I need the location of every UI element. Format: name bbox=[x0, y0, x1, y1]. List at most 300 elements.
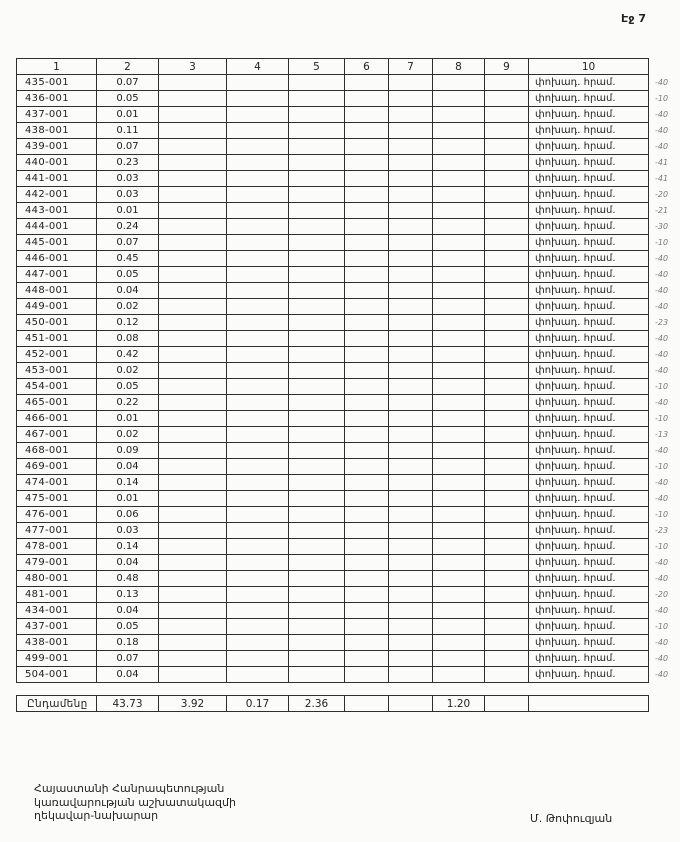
empty-cell-5 bbox=[289, 427, 345, 443]
note-cell: փոխադ. հրամ. bbox=[529, 507, 649, 523]
empty-cell-7 bbox=[389, 555, 433, 571]
col-header-10: 10 bbox=[529, 59, 649, 75]
handwritten-margin-note: -40 bbox=[655, 606, 669, 615]
note-cell: փոխադ. հրամ. bbox=[529, 315, 649, 331]
value-cell: 0.24 bbox=[97, 219, 159, 235]
empty-cell-8 bbox=[433, 555, 485, 571]
handwritten-margin-note: -10 bbox=[655, 622, 669, 631]
empty-cell-3 bbox=[159, 427, 227, 443]
empty-cell-4 bbox=[227, 283, 289, 299]
note-cell: փոխադ. հրամ. bbox=[529, 171, 649, 187]
table-row bbox=[17, 171, 677, 187]
code-cell: 437-001 bbox=[17, 619, 97, 635]
handwritten-margin-note: -10 bbox=[655, 510, 669, 519]
code-cell: 438-001 bbox=[17, 123, 97, 139]
table-row bbox=[17, 139, 677, 155]
empty-cell-3 bbox=[159, 267, 227, 283]
note-cell: փոխադ. հրամ. bbox=[529, 379, 649, 395]
empty-cell-3 bbox=[159, 219, 227, 235]
spacer-row bbox=[17, 683, 677, 696]
empty-cell-8 bbox=[433, 123, 485, 139]
empty-cell-5 bbox=[289, 603, 345, 619]
code-cell: 468-001 bbox=[17, 443, 97, 459]
handwritten-margin-note: -10 bbox=[655, 94, 669, 103]
handwritten-margin-note: -30 bbox=[655, 222, 669, 231]
empty-cell-5 bbox=[289, 443, 345, 459]
note-cell: փոխադ. հրամ. bbox=[529, 347, 649, 363]
note-cell: փոխադ. հրամ. bbox=[529, 587, 649, 603]
empty-cell-5 bbox=[289, 635, 345, 651]
code-cell: 437-001 bbox=[17, 107, 97, 123]
col-header-4: 4 bbox=[227, 59, 289, 75]
empty-cell-4 bbox=[227, 171, 289, 187]
empty-cell-4 bbox=[227, 635, 289, 651]
empty-cell-4 bbox=[227, 491, 289, 507]
empty-cell-6 bbox=[345, 107, 389, 123]
empty-cell-4 bbox=[227, 315, 289, 331]
code-cell: 451-001 bbox=[17, 331, 97, 347]
empty-cell-4 bbox=[227, 219, 289, 235]
empty-cell-5 bbox=[289, 123, 345, 139]
empty-cell-7 bbox=[389, 315, 433, 331]
empty-cell-8 bbox=[433, 587, 485, 603]
total-col10 bbox=[529, 696, 649, 712]
empty-cell-7 bbox=[389, 139, 433, 155]
code-cell: 439-001 bbox=[17, 139, 97, 155]
note-cell: փոխադ. հրամ. bbox=[529, 203, 649, 219]
empty-cell-7 bbox=[389, 123, 433, 139]
empty-cell-4 bbox=[227, 347, 289, 363]
empty-cell-9 bbox=[485, 587, 529, 603]
value-cell: 0.04 bbox=[97, 555, 159, 571]
table-row bbox=[17, 235, 677, 251]
register-table-wrap bbox=[16, 58, 677, 712]
empty-cell-8 bbox=[433, 651, 485, 667]
total-col9 bbox=[485, 696, 529, 712]
empty-cell-4 bbox=[227, 443, 289, 459]
empty-cell-8 bbox=[433, 331, 485, 347]
table-row bbox=[17, 395, 677, 411]
handwritten-margin-note: -40 bbox=[655, 286, 669, 295]
empty-cell-5 bbox=[289, 619, 345, 635]
empty-cell-3 bbox=[159, 651, 227, 667]
handwritten-margin-note: -20 bbox=[655, 190, 669, 199]
empty-cell-8 bbox=[433, 491, 485, 507]
empty-cell-4 bbox=[227, 299, 289, 315]
empty-cell-3 bbox=[159, 443, 227, 459]
handwritten-margin-note: -10 bbox=[655, 542, 669, 551]
empty-cell-5 bbox=[289, 523, 345, 539]
empty-cell-8 bbox=[433, 507, 485, 523]
handwritten-margin-note: -40 bbox=[655, 302, 669, 311]
empty-cell-7 bbox=[389, 235, 433, 251]
note-cell: փոխադ. հրամ. bbox=[529, 267, 649, 283]
empty-cell-3 bbox=[159, 539, 227, 555]
empty-cell-8 bbox=[433, 347, 485, 363]
col-header-1: 1 bbox=[17, 59, 97, 75]
handwritten-margin-note: -10 bbox=[655, 382, 669, 391]
table-row bbox=[17, 267, 677, 283]
value-cell: 0.01 bbox=[97, 491, 159, 507]
handwritten-margin-note: -40 bbox=[655, 334, 669, 343]
empty-cell-3 bbox=[159, 411, 227, 427]
col-header-2: 2 bbox=[97, 59, 159, 75]
empty-cell-7 bbox=[389, 603, 433, 619]
table-row bbox=[17, 363, 677, 379]
empty-cell-8 bbox=[433, 411, 485, 427]
handwritten-margin-note: -40 bbox=[655, 670, 669, 679]
code-cell: 476-001 bbox=[17, 507, 97, 523]
table-row bbox=[17, 75, 677, 91]
empty-cell-5 bbox=[289, 155, 345, 171]
handwritten-margin-note: -21 bbox=[655, 206, 669, 215]
value-cell: 0.45 bbox=[97, 251, 159, 267]
empty-cell-3 bbox=[159, 603, 227, 619]
empty-cell-7 bbox=[389, 155, 433, 171]
note-cell: փոխադ. հրամ. bbox=[529, 219, 649, 235]
table-row bbox=[17, 443, 677, 459]
empty-cell-7 bbox=[389, 347, 433, 363]
value-cell: 0.04 bbox=[97, 283, 159, 299]
empty-cell-7 bbox=[389, 187, 433, 203]
total-label: Ընդամենը bbox=[17, 696, 97, 712]
table-row bbox=[17, 619, 677, 635]
empty-cell-7 bbox=[389, 283, 433, 299]
empty-cell-5 bbox=[289, 203, 345, 219]
note-cell: փոխադ. հրամ. bbox=[529, 427, 649, 443]
footer-org-line2: կառավարության աշխատակազմի bbox=[34, 795, 236, 809]
empty-cell-6 bbox=[345, 427, 389, 443]
empty-cell-6 bbox=[345, 283, 389, 299]
empty-cell-4 bbox=[227, 475, 289, 491]
empty-cell-7 bbox=[389, 411, 433, 427]
empty-cell-6 bbox=[345, 475, 389, 491]
table-row bbox=[17, 203, 677, 219]
empty-cell-8 bbox=[433, 635, 485, 651]
total-col6 bbox=[345, 696, 389, 712]
value-cell: 0.07 bbox=[97, 139, 159, 155]
empty-cell-5 bbox=[289, 219, 345, 235]
code-cell: 449-001 bbox=[17, 299, 97, 315]
empty-cell-9 bbox=[485, 491, 529, 507]
total-col7 bbox=[389, 696, 433, 712]
col-header-9: 9 bbox=[485, 59, 529, 75]
value-cell: 0.05 bbox=[97, 267, 159, 283]
handwritten-margin-note: -40 bbox=[655, 78, 669, 87]
empty-cell-9 bbox=[485, 251, 529, 267]
empty-cell-5 bbox=[289, 139, 345, 155]
handwritten-margin-note: -40 bbox=[655, 126, 669, 135]
empty-cell-6 bbox=[345, 635, 389, 651]
value-cell: 0.09 bbox=[97, 443, 159, 459]
empty-cell-7 bbox=[389, 491, 433, 507]
total-row bbox=[17, 696, 677, 712]
empty-cell-8 bbox=[433, 219, 485, 235]
empty-cell-7 bbox=[389, 539, 433, 555]
table-row bbox=[17, 507, 677, 523]
empty-cell-7 bbox=[389, 331, 433, 347]
empty-cell-8 bbox=[433, 459, 485, 475]
empty-cell-6 bbox=[345, 139, 389, 155]
table-row bbox=[17, 123, 677, 139]
table-row bbox=[17, 299, 677, 315]
empty-cell-3 bbox=[159, 235, 227, 251]
total-col5: 2.36 bbox=[289, 696, 345, 712]
col-header-7: 7 bbox=[389, 59, 433, 75]
empty-cell-9 bbox=[485, 139, 529, 155]
handwritten-margin-note: -40 bbox=[655, 574, 669, 583]
empty-cell-7 bbox=[389, 203, 433, 219]
table-row bbox=[17, 427, 677, 443]
code-cell: 446-001 bbox=[17, 251, 97, 267]
note-cell: փոխադ. հրամ. bbox=[529, 651, 649, 667]
page-number: Էջ 7 bbox=[621, 12, 646, 25]
value-cell: 0.07 bbox=[97, 651, 159, 667]
footer-org-block bbox=[34, 782, 236, 823]
value-cell: 0.04 bbox=[97, 667, 159, 683]
handwritten-margin-note: -41 bbox=[655, 158, 669, 167]
empty-cell-4 bbox=[227, 379, 289, 395]
table-row bbox=[17, 219, 677, 235]
value-cell: 0.02 bbox=[97, 427, 159, 443]
note-cell: փոխադ. հրամ. bbox=[529, 139, 649, 155]
note-cell: փոխադ. հրամ. bbox=[529, 283, 649, 299]
empty-cell-7 bbox=[389, 459, 433, 475]
empty-cell-3 bbox=[159, 587, 227, 603]
code-cell: 465-001 bbox=[17, 395, 97, 411]
empty-cell-9 bbox=[485, 331, 529, 347]
handwritten-margin-note: -10 bbox=[655, 414, 669, 423]
empty-cell-5 bbox=[289, 667, 345, 683]
code-cell: 474-001 bbox=[17, 475, 97, 491]
code-cell: 438-001 bbox=[17, 635, 97, 651]
empty-cell-5 bbox=[289, 251, 345, 267]
empty-cell-3 bbox=[159, 555, 227, 571]
code-cell: 454-001 bbox=[17, 379, 97, 395]
handwritten-margin-note: -40 bbox=[655, 350, 669, 359]
value-cell: 0.01 bbox=[97, 411, 159, 427]
empty-cell-9 bbox=[485, 75, 529, 91]
code-cell: 441-001 bbox=[17, 171, 97, 187]
code-cell: 448-001 bbox=[17, 283, 97, 299]
note-cell: փոխադ. հրամ. bbox=[529, 235, 649, 251]
value-cell: 0.05 bbox=[97, 619, 159, 635]
empty-cell-9 bbox=[485, 91, 529, 107]
empty-cell-4 bbox=[227, 555, 289, 571]
empty-cell-7 bbox=[389, 651, 433, 667]
value-cell: 0.23 bbox=[97, 155, 159, 171]
empty-cell-7 bbox=[389, 363, 433, 379]
note-cell: փոխադ. հրամ. bbox=[529, 443, 649, 459]
empty-cell-8 bbox=[433, 139, 485, 155]
empty-cell-7 bbox=[389, 507, 433, 523]
total-col8: 1.20 bbox=[433, 696, 485, 712]
empty-cell-4 bbox=[227, 75, 289, 91]
table-row bbox=[17, 347, 677, 363]
empty-cell-8 bbox=[433, 75, 485, 91]
empty-cell-3 bbox=[159, 571, 227, 587]
note-cell: փոխադ. հրամ. bbox=[529, 331, 649, 347]
empty-cell-6 bbox=[345, 155, 389, 171]
empty-cell-7 bbox=[389, 427, 433, 443]
empty-cell-5 bbox=[289, 475, 345, 491]
empty-cell-6 bbox=[345, 187, 389, 203]
empty-cell-3 bbox=[159, 363, 227, 379]
empty-cell-8 bbox=[433, 235, 485, 251]
note-cell: փոխադ. հրամ. bbox=[529, 619, 649, 635]
empty-cell-7 bbox=[389, 475, 433, 491]
value-cell: 0.18 bbox=[97, 635, 159, 651]
signature-name: Մ. Թոփուզյան bbox=[530, 812, 613, 825]
handwritten-margin-note: -10 bbox=[655, 462, 669, 471]
empty-cell-9 bbox=[485, 347, 529, 363]
empty-cell-4 bbox=[227, 459, 289, 475]
empty-cell-8 bbox=[433, 91, 485, 107]
empty-cell-9 bbox=[485, 171, 529, 187]
empty-cell-3 bbox=[159, 395, 227, 411]
table-row bbox=[17, 667, 677, 683]
table-row bbox=[17, 523, 677, 539]
handwritten-margin-note: -10 bbox=[655, 238, 669, 247]
value-cell: 0.02 bbox=[97, 363, 159, 379]
empty-cell-6 bbox=[345, 619, 389, 635]
empty-cell-6 bbox=[345, 203, 389, 219]
empty-cell-4 bbox=[227, 539, 289, 555]
empty-cell-4 bbox=[227, 91, 289, 107]
code-cell: 480-001 bbox=[17, 571, 97, 587]
empty-cell-3 bbox=[159, 331, 227, 347]
note-cell: փոխադ. հրամ. bbox=[529, 411, 649, 427]
empty-cell-9 bbox=[485, 667, 529, 683]
empty-cell-3 bbox=[159, 139, 227, 155]
note-cell: փոխադ. հրամ. bbox=[529, 299, 649, 315]
code-cell: 442-001 bbox=[17, 187, 97, 203]
table-row bbox=[17, 491, 677, 507]
empty-cell-4 bbox=[227, 187, 289, 203]
note-cell: փոխադ. հրամ. bbox=[529, 155, 649, 171]
table-row bbox=[17, 555, 677, 571]
code-cell: 469-001 bbox=[17, 459, 97, 475]
col-header-8: 8 bbox=[433, 59, 485, 75]
note-cell: փոխադ. հրամ. bbox=[529, 91, 649, 107]
value-cell: 0.01 bbox=[97, 203, 159, 219]
empty-cell-3 bbox=[159, 619, 227, 635]
total-col3: 3.92 bbox=[159, 696, 227, 712]
empty-cell-9 bbox=[485, 203, 529, 219]
code-cell: 481-001 bbox=[17, 587, 97, 603]
empty-cell-9 bbox=[485, 459, 529, 475]
empty-cell-5 bbox=[289, 315, 345, 331]
code-cell: 504-001 bbox=[17, 667, 97, 683]
handwritten-margin-note: -40 bbox=[655, 142, 669, 151]
table-row bbox=[17, 651, 677, 667]
empty-cell-5 bbox=[289, 651, 345, 667]
empty-cell-8 bbox=[433, 667, 485, 683]
register-table bbox=[16, 58, 677, 712]
note-cell: փոխադ. հրամ. bbox=[529, 539, 649, 555]
empty-cell-9 bbox=[485, 235, 529, 251]
note-cell: փոխադ. հրամ. bbox=[529, 395, 649, 411]
empty-cell-9 bbox=[485, 507, 529, 523]
value-cell: 0.22 bbox=[97, 395, 159, 411]
empty-cell-5 bbox=[289, 379, 345, 395]
empty-cell-8 bbox=[433, 107, 485, 123]
empty-cell-9 bbox=[485, 635, 529, 651]
empty-cell-5 bbox=[289, 411, 345, 427]
empty-cell-8 bbox=[433, 475, 485, 491]
empty-cell-8 bbox=[433, 315, 485, 331]
code-cell: 443-001 bbox=[17, 203, 97, 219]
empty-cell-4 bbox=[227, 331, 289, 347]
empty-cell-8 bbox=[433, 379, 485, 395]
empty-cell-8 bbox=[433, 443, 485, 459]
value-cell: 0.13 bbox=[97, 587, 159, 603]
value-cell: 0.14 bbox=[97, 539, 159, 555]
handwritten-margin-note: -40 bbox=[655, 654, 669, 663]
value-cell: 0.03 bbox=[97, 523, 159, 539]
empty-cell-5 bbox=[289, 347, 345, 363]
empty-cell-6 bbox=[345, 651, 389, 667]
empty-cell-7 bbox=[389, 171, 433, 187]
table-row bbox=[17, 91, 677, 107]
empty-cell-4 bbox=[227, 523, 289, 539]
empty-cell-3 bbox=[159, 283, 227, 299]
code-cell: 436-001 bbox=[17, 91, 97, 107]
note-cell: փոխադ. հրամ. bbox=[529, 123, 649, 139]
empty-cell-8 bbox=[433, 155, 485, 171]
note-cell: փոխադ. հրամ. bbox=[529, 475, 649, 491]
empty-cell-5 bbox=[289, 363, 345, 379]
code-cell: 475-001 bbox=[17, 491, 97, 507]
code-cell: 444-001 bbox=[17, 219, 97, 235]
empty-cell-6 bbox=[345, 267, 389, 283]
table-row bbox=[17, 379, 677, 395]
empty-cell-5 bbox=[289, 267, 345, 283]
note-cell: փոխադ. հրամ. bbox=[529, 459, 649, 475]
col-header-3: 3 bbox=[159, 59, 227, 75]
value-cell: 0.03 bbox=[97, 171, 159, 187]
empty-cell-7 bbox=[389, 219, 433, 235]
handwritten-margin-note: -40 bbox=[655, 494, 669, 503]
empty-cell-7 bbox=[389, 251, 433, 267]
table-row bbox=[17, 603, 677, 619]
empty-cell-3 bbox=[159, 123, 227, 139]
empty-cell-4 bbox=[227, 203, 289, 219]
empty-cell-9 bbox=[485, 603, 529, 619]
handwritten-margin-note: -40 bbox=[655, 398, 669, 407]
code-cell: 435-001 bbox=[17, 75, 97, 91]
handwritten-margin-note: -40 bbox=[655, 270, 669, 279]
empty-cell-5 bbox=[289, 571, 345, 587]
empty-cell-4 bbox=[227, 395, 289, 411]
empty-cell-9 bbox=[485, 475, 529, 491]
empty-cell-4 bbox=[227, 123, 289, 139]
value-cell: 0.07 bbox=[97, 75, 159, 91]
code-cell: 440-001 bbox=[17, 155, 97, 171]
empty-cell-8 bbox=[433, 523, 485, 539]
empty-cell-6 bbox=[345, 75, 389, 91]
empty-cell-9 bbox=[485, 411, 529, 427]
note-cell: փոխադ. հրամ. bbox=[529, 491, 649, 507]
empty-cell-9 bbox=[485, 123, 529, 139]
empty-cell-5 bbox=[289, 587, 345, 603]
empty-cell-9 bbox=[485, 539, 529, 555]
empty-cell-9 bbox=[485, 187, 529, 203]
empty-cell-9 bbox=[485, 315, 529, 331]
empty-cell-7 bbox=[389, 395, 433, 411]
value-cell: 0.04 bbox=[97, 603, 159, 619]
total-col2: 43.73 bbox=[97, 696, 159, 712]
